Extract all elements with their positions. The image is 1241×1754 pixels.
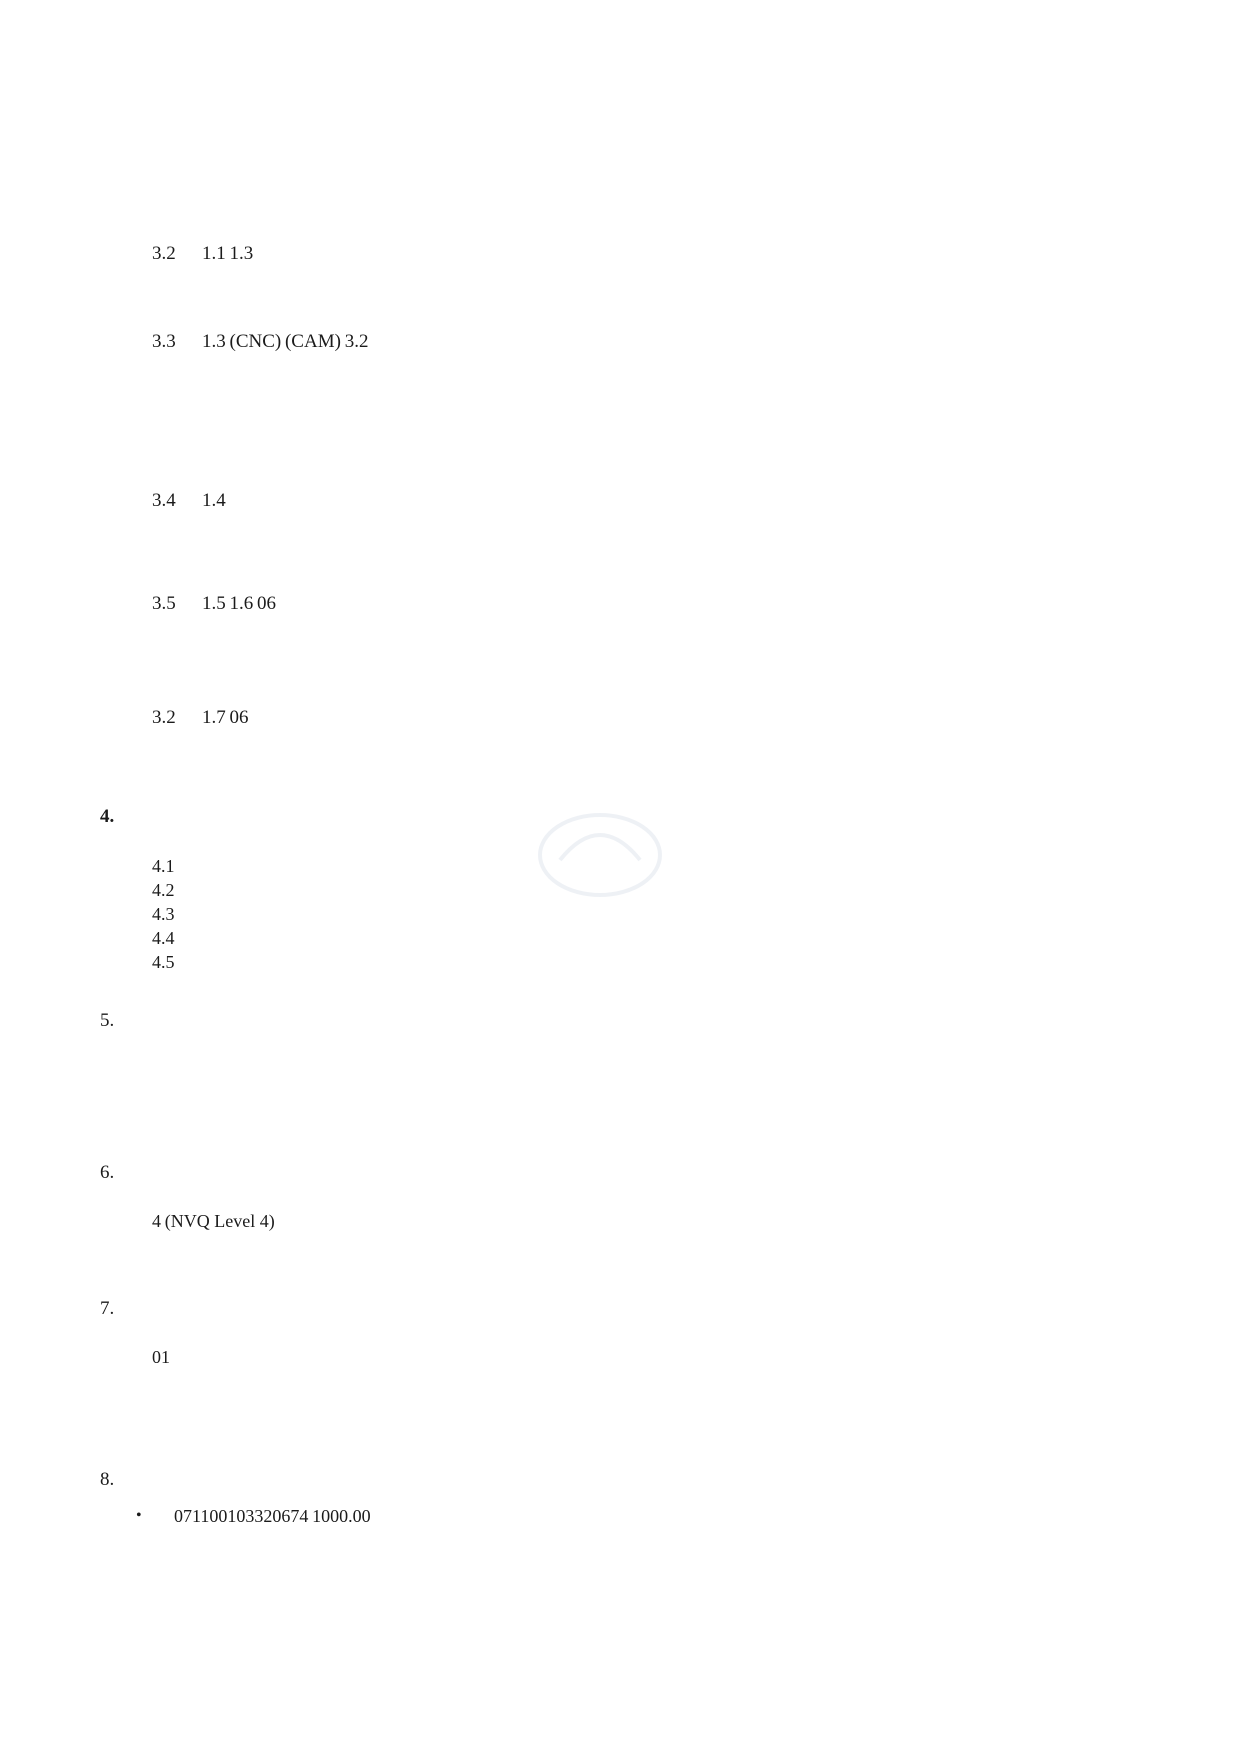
paragraph-number: 3.2 (152, 707, 176, 728)
section-title (152, 1159, 332, 1187)
course-ref: 1.1 (202, 243, 226, 264)
section-number: 8. (100, 1469, 115, 1490)
paragraph-body (202, 326, 1132, 359)
nvq-level-label: (NVQ Level 4) (164, 1211, 275, 1231)
bullet-point: • (136, 1507, 142, 1524)
paragraph-3-3 (152, 326, 1132, 359)
fee-amount: 1000.00 (312, 1506, 371, 1526)
paragraph-body (202, 588, 1132, 621)
list-item-text (194, 926, 1052, 950)
nvq-level-number: 4 (152, 1211, 161, 1231)
list-item (152, 926, 1052, 950)
course-ref: 1.3 (202, 331, 226, 352)
bullet-body (174, 1500, 1130, 1564)
list-item-text (194, 950, 1052, 974)
course-ref: 1.7 (202, 707, 226, 728)
list-item (152, 854, 1052, 878)
paragraph-3-5 (152, 588, 1132, 621)
section-7-body (152, 1342, 1130, 1404)
list-item-text (194, 902, 1052, 926)
section-title (152, 1295, 332, 1323)
section-ref: 3.2 (344, 331, 369, 352)
section-5-heading (100, 1007, 1130, 1040)
section-number: 7. (100, 1298, 115, 1319)
section-5-body (152, 1054, 1130, 1116)
list-item (152, 950, 1052, 974)
paragraph-number: 3.5 (152, 593, 176, 614)
list-item (152, 902, 1052, 926)
list-item-number: 4.3 (152, 904, 175, 924)
section-number: 4. (100, 806, 115, 827)
paragraph-3-4 (152, 485, 1132, 518)
section-title (152, 1466, 332, 1494)
section-7-heading (100, 1295, 1130, 1328)
section-4-heading (100, 803, 1130, 836)
bank-account-number: 071100103320674 (174, 1506, 309, 1526)
section-number: 5. (100, 1010, 115, 1031)
course-ref: 1.3 (229, 243, 254, 264)
section-title (152, 1007, 332, 1035)
cam-label: (CAM) (284, 331, 341, 352)
list-item-text (194, 854, 1052, 878)
benefits-list (152, 854, 1052, 974)
section-6-body (152, 1206, 1130, 1268)
course-ref: 1.6 (229, 593, 254, 614)
exam-hours: 01 (152, 1347, 170, 1367)
paragraph-number: 3.2 (152, 243, 176, 264)
list-item-number: 4.2 (152, 880, 175, 900)
paragraph-body (202, 238, 1132, 271)
section-title (152, 803, 332, 831)
course-ref: 1.4 (202, 490, 226, 511)
section-8-bullet (136, 1500, 1130, 1564)
cnc-label: (CNC) (229, 331, 282, 352)
course-ref: 1.5 (202, 593, 226, 614)
section-number: 6. (100, 1162, 115, 1183)
list-item-number: 4.5 (152, 952, 175, 972)
list-item-number: 4.1 (152, 856, 175, 876)
section-8-heading (100, 1466, 1130, 1499)
months-count: 06 (257, 593, 276, 614)
list-item-text (194, 878, 1052, 902)
paragraph-3-2-a (152, 238, 1132, 271)
section-6-heading (100, 1159, 1130, 1192)
list-item (152, 878, 1052, 902)
paragraph-3-2-b (152, 702, 1132, 735)
paragraph-number: 3.4 (152, 490, 176, 511)
paragraph-number: 3.3 (152, 331, 176, 352)
paragraph-body (202, 485, 1132, 518)
paragraph-body (202, 702, 1132, 735)
months-count: 06 (229, 707, 249, 728)
list-item-number: 4.4 (152, 928, 175, 948)
